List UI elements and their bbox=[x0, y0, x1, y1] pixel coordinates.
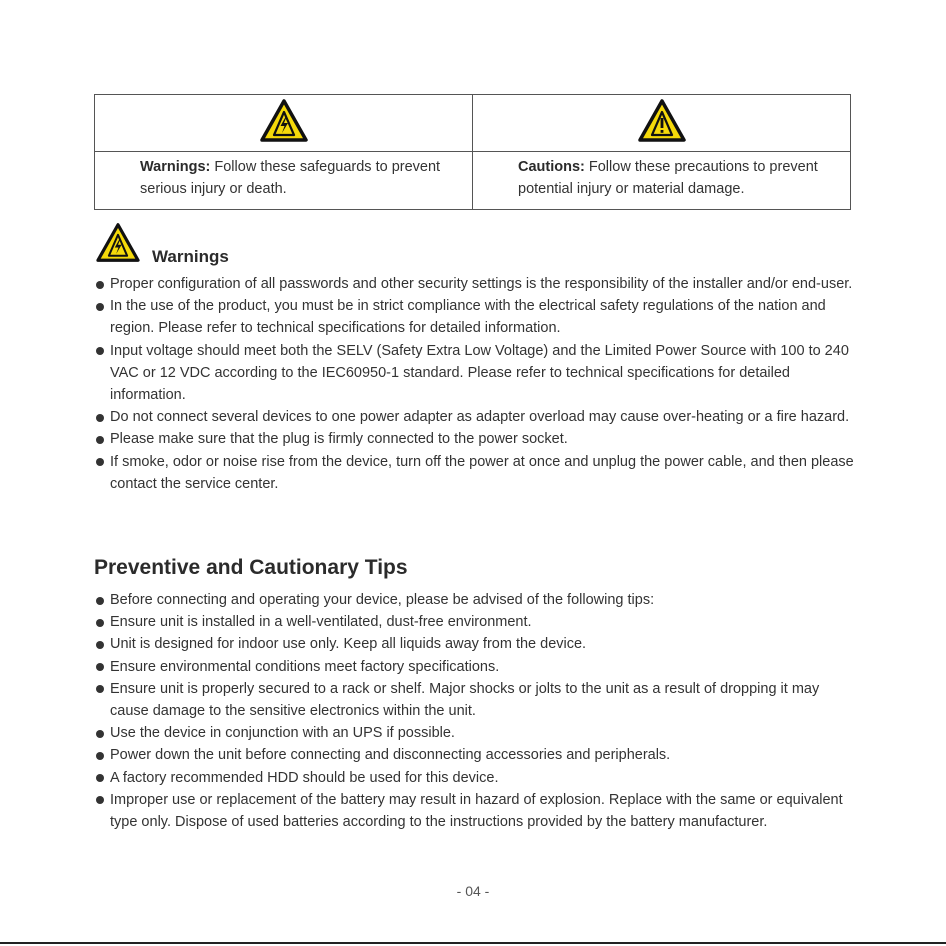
tips-section-title: Preventive and Cautionary Tips bbox=[94, 556, 408, 579]
cautions-summary-text: Follow these precautions to prevent potential injury or material damage. bbox=[518, 159, 818, 197]
list-item: Use the device in conjunction with an UPS if possible. bbox=[94, 722, 854, 744]
warnings-heading bbox=[95, 222, 229, 268]
warnings-list bbox=[94, 273, 854, 495]
list-item: If smoke, odor or noise rise from the device, turn off the power at once and unplug the power cable, and then please contact the service center. bbox=[94, 451, 854, 495]
list-item: A factory recommended HDD should be used for this device. bbox=[94, 767, 854, 789]
list-item: Unit is designed for indoor use only. Keep all liquids away from the device. bbox=[94, 633, 854, 655]
warnings-title: Warnings bbox=[152, 247, 229, 266]
warnings-summary-text: Follow these safeguards to prevent serious injury or death. bbox=[140, 159, 441, 197]
list-item: Ensure unit is installed in a well-ventilated, dust-free environment. bbox=[94, 611, 854, 633]
warnings-summary-label: Warnings: bbox=[140, 159, 211, 175]
electric-shock-warning-icon bbox=[95, 222, 141, 268]
list-item: Ensure environmental conditions meet factory specifications. bbox=[94, 656, 854, 678]
list-item: Power down the unit before connecting and disconnecting accessories and peripherals. bbox=[94, 744, 854, 766]
list-item: Ensure unit is properly secured to a rack or shelf. Major shocks or jolts to the unit as a result of dropping it may cause damage to the sensitive electronics within the unit. bbox=[94, 678, 854, 722]
tips-list bbox=[94, 589, 854, 833]
list-item: Please make sure that the plug is firmly connected to the power socket. bbox=[94, 428, 854, 450]
list-item: In the use of the product, you must be in strict compliance with the electrical safety regulations of the nation and region. Please refer to technical specifications for detailed information. bbox=[94, 295, 854, 339]
cautions-summary-column bbox=[472, 95, 850, 209]
cautions-summary-label: Cautions: bbox=[518, 159, 585, 175]
list-item: Input voltage should meet both the SELV (Safety Extra Low Voltage) and the Limited Power Source with 100 to 240 VAC or 12 VDC according to the IEC60950-1 standard. Please refer to technical specifications for detailed information. bbox=[94, 340, 854, 407]
safety-summary-table bbox=[94, 94, 851, 210]
page-number: - 04 - bbox=[456, 883, 490, 899]
electric-shock-warning-icon bbox=[259, 98, 309, 148]
list-item: Improper use or replacement of the battery may result in hazard of explosion. Replace with the same or equivalent type only. Dispose of used batteries according to the instructions provided by the battery manufacturer. bbox=[94, 789, 854, 833]
exclamation-caution-icon bbox=[637, 98, 687, 148]
list-item: Before connecting and operating your device, please be advised of the following tips: bbox=[94, 589, 854, 611]
bottom-divider bbox=[0, 942, 946, 944]
list-item: Proper configuration of all passwords and other security settings is the responsibility of the installer and/or end-user. bbox=[94, 273, 854, 295]
warnings-summary-column bbox=[95, 95, 472, 209]
list-item: Do not connect several devices to one power adapter as adapter overload may cause over-heating or a fire hazard. bbox=[94, 406, 854, 428]
